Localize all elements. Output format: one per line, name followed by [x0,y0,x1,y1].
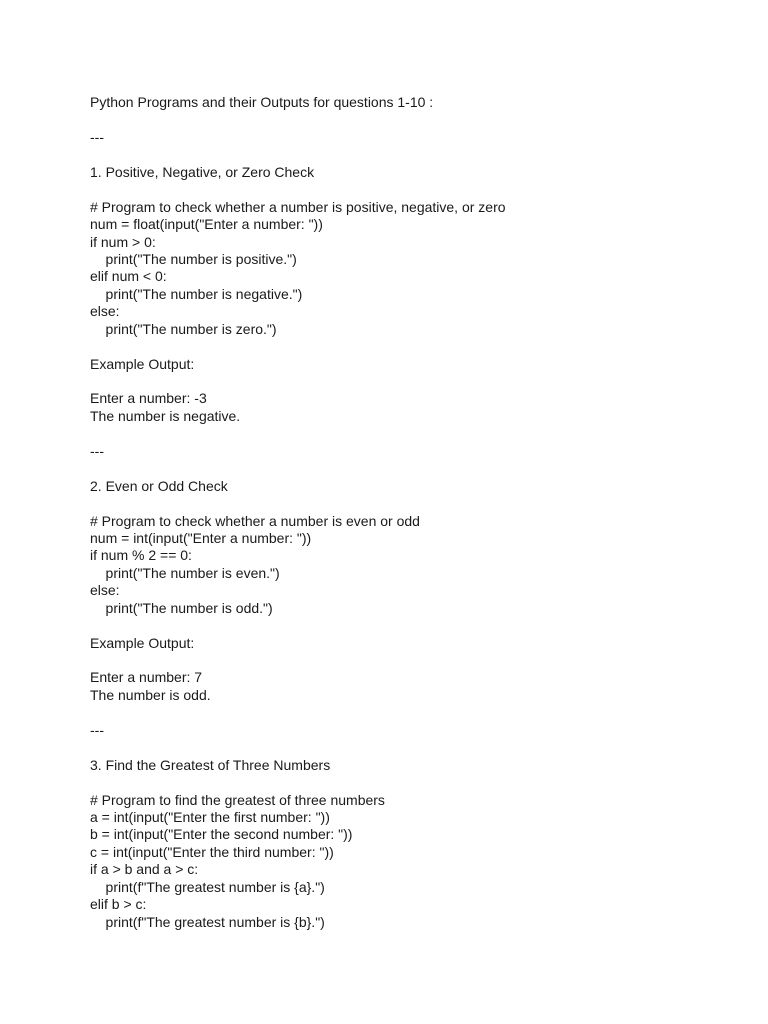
document-body [90,94,730,931]
code-line: if num > 0: [90,233,156,250]
section-separator: --- [90,442,104,459]
code-line: print("The number is negative.") [90,285,303,302]
code-line: print("The number is positive.") [90,250,297,267]
code-line: print(f"The greatest number is {b}.") [90,913,325,930]
output-line: Enter a number: -3 [90,390,207,407]
section-heading: 3. Find the Greatest of Three Numbers [90,756,331,773]
code-line: num = float(input("Enter a number: ")) [90,216,323,233]
output-line: The number is negative. [90,407,241,424]
code-line: elif b > c: [90,896,147,913]
output-label: Example Output: [90,634,195,651]
code-line: print("The number is odd.") [90,599,273,616]
section-heading: 1. Positive, Negative, or Zero Check [90,163,315,180]
code-line: c = int(input("Enter the third number: ")) [90,843,334,860]
section-heading: 2. Even or Odd Check [90,477,228,494]
code-line: if a > b and a > c: [90,861,199,878]
code-line: else: [90,582,120,599]
section-separator: --- [90,128,104,145]
output-line: The number is odd. [90,686,211,703]
section-separator: --- [90,721,104,738]
code-line: print(f"The greatest number is {a}.") [90,878,325,895]
output-line: Enter a number: 7 [90,669,203,686]
code-comment: # Program to find the greatest of three numbers [90,791,385,808]
code-line: if num % 2 == 0: [90,547,192,564]
code-line: elif num < 0: [90,268,167,285]
code-comment: # Program to check whether a number is even or odd [90,512,420,529]
document-title: Python Programs and their Outputs for questions 1-10 : [90,94,434,110]
code-line: num = int(input("Enter a number: ")) [90,529,312,546]
code-line: b = int(input("Enter the second number: ")) [90,826,353,843]
code-line: print("The number is even.") [90,564,280,581]
code-comment: # Program to check whether a number is positive, negative, or zero [90,198,506,215]
output-label: Example Output: [90,355,195,372]
code-line: else: [90,303,120,320]
code-line: a = int(input("Enter the first number: ")) [90,808,330,825]
code-line: print("The number is zero.") [90,320,277,337]
